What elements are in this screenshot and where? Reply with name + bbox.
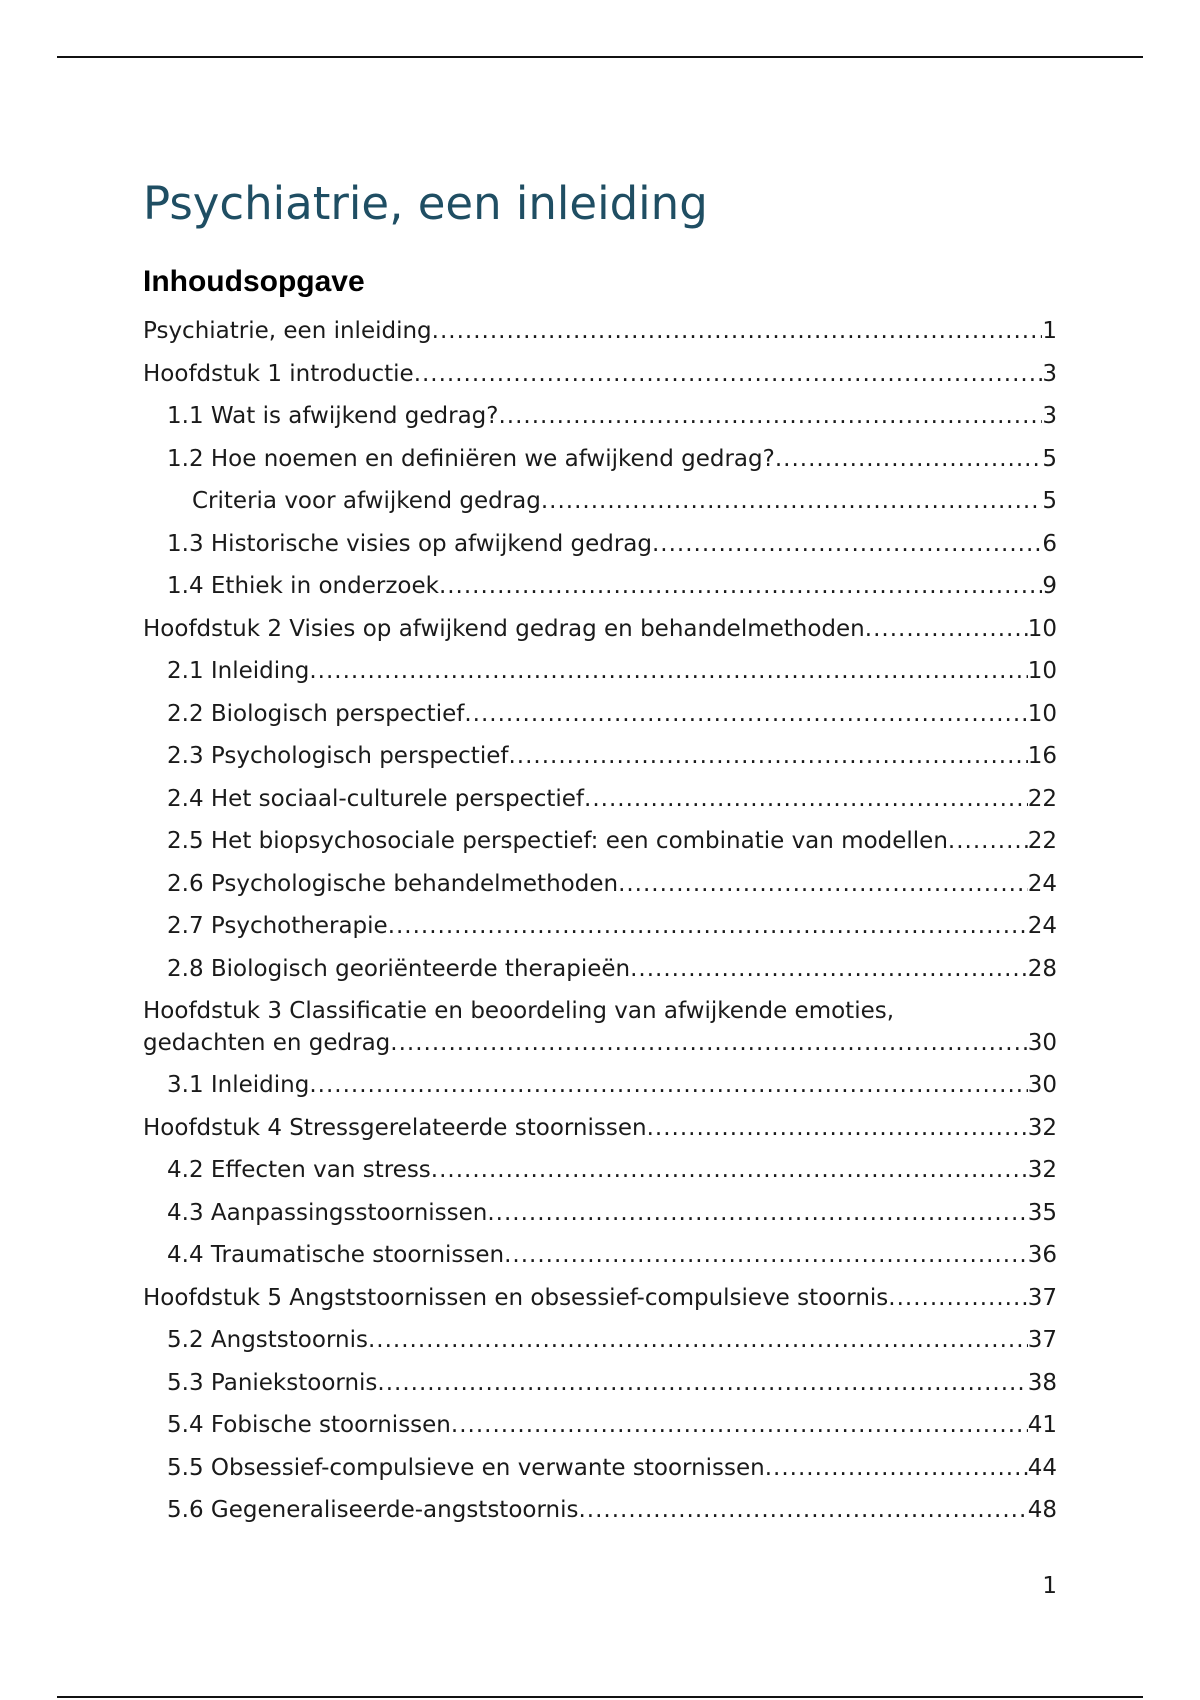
toc-entry-text-continued: gedachten en gedrag (143, 1030, 391, 1056)
table-of-contents (143, 310, 1057, 1532)
toc-leader-dots (464, 693, 1027, 736)
toc-leader-dots (888, 1277, 1027, 1320)
toc-entry[interactable] (143, 1277, 1057, 1320)
toc-entry[interactable] (143, 1489, 1057, 1532)
toc-entry[interactable] (143, 608, 1057, 651)
toc-entry-text: 1.3 Historische visies op afwijkend gedrag (167, 530, 652, 557)
toc-entry-page: 37 (1027, 1327, 1057, 1353)
toc-entry-page: 10 (1027, 615, 1057, 642)
toc-entry-text: 2.8 Biologisch georiënteerde therapieën (167, 955, 631, 982)
toc-entry[interactable] (143, 778, 1057, 821)
toc-leader-dots (504, 1234, 1028, 1277)
toc-entry-page: 44 (1027, 1454, 1057, 1481)
toc-entry-text: 2.7 Psychotherapie (167, 913, 388, 939)
toc-leader-dots (377, 1362, 1027, 1405)
toc-entry[interactable] (143, 1319, 1057, 1362)
toc-entry-page: 9 (1042, 573, 1057, 599)
toc-entry-page: 38 (1027, 1369, 1057, 1396)
toc-entry[interactable] (143, 1234, 1057, 1277)
toc-entry-text: Hoofdstuk 5 Angststoornissen en obsessief-compulsieve stoornis (143, 1284, 889, 1311)
toc-entry-page: 37 (1027, 1284, 1057, 1311)
toc-entry-page: 16 (1027, 743, 1057, 769)
toc-leader-dots (431, 1149, 1028, 1192)
toc-leader-dots (390, 1027, 1027, 1059)
toc-leader-dots (652, 523, 1042, 566)
page-number: 1 (1042, 1573, 1057, 1599)
toc-leader-dots (578, 1489, 1027, 1532)
toc-entry-text: Hoofdstuk 4 Stressgerelateerde stoornissen (143, 1114, 647, 1141)
toc-entry[interactable] (143, 310, 1057, 353)
bottom-rule (57, 1696, 1143, 1698)
toc-entry-page: 30 (1027, 1072, 1057, 1098)
toc-entry[interactable] (143, 1404, 1057, 1447)
toc-entry[interactable] (143, 395, 1057, 438)
toc-entry-text: 5.2 Angststoornis (167, 1327, 368, 1353)
toc-entry-page: 5 (1042, 445, 1057, 472)
toc-leader-dots (309, 650, 1027, 693)
toc-entry-text: 4.3 Aanpassingsstoornissen (167, 1199, 488, 1226)
toc-entry-text: 5.6 Gegeneraliseerde-angststoornis (167, 1497, 579, 1523)
toc-leader-dots (432, 310, 1043, 353)
toc-entry[interactable] (143, 820, 1057, 863)
toc-entry-page: 10 (1027, 658, 1057, 684)
toc-entry[interactable] (143, 480, 1057, 523)
toc-entry-page: 5 (1042, 488, 1057, 514)
toc-entry[interactable] (143, 1107, 1057, 1150)
toc-entry-page: 3 (1042, 403, 1057, 429)
toc-entry[interactable] (143, 523, 1057, 566)
toc-leader-dots (508, 735, 1027, 778)
toc-entry[interactable] (143, 1192, 1057, 1235)
toc-entry-text: 2.2 Biologisch perspectief (167, 700, 465, 727)
toc-entry[interactable] (143, 863, 1057, 906)
toc-leader-dots (309, 1064, 1027, 1107)
toc-entry-page: 36 (1027, 1242, 1057, 1268)
toc-leader-dots (584, 778, 1028, 821)
toc-entry-text: Hoofdstuk 3 Classificatie en beoordeling van afwijkende emoties, (143, 998, 895, 1024)
toc-leader-dots (865, 608, 1028, 651)
toc-entry-page: 6 (1042, 530, 1057, 557)
toc-entry[interactable] (143, 1447, 1057, 1490)
toc-entry-text: 1.1 Wat is afwijkend gedrag? (167, 403, 499, 429)
toc-entry-page: 22 (1027, 785, 1057, 812)
toc-entry[interactable] (143, 1064, 1057, 1107)
toc-entry-page: 41 (1027, 1412, 1057, 1438)
document-title: Psychiatrie, een inleiding (143, 177, 708, 230)
toc-leader-dots (439, 565, 1042, 608)
toc-entry[interactable] (143, 353, 1057, 396)
toc-entry-text: 2.3 Psychologisch perspectief (167, 743, 509, 769)
toc-entry-page: 22 (1027, 828, 1057, 854)
toc-entry-page: 10 (1027, 700, 1057, 727)
toc-entry-page: 24 (1027, 870, 1057, 897)
toc-leader-dots (647, 1107, 1028, 1150)
toc-entry[interactable] (143, 650, 1057, 693)
toc-entry[interactable] (143, 905, 1057, 948)
toc-entry-text: Hoofdstuk 2 Visies op afwijkend gedrag en behandelmethoden (143, 615, 865, 642)
toc-entry-text: 1.2 Hoe noemen en definiëren we afwijkend gedrag? (167, 445, 775, 472)
toc-entry-text: 5.5 Obsessief-compulsieve en verwante stoornissen (167, 1454, 765, 1481)
toc-entry-text: Hoofdstuk 1 introductie (143, 360, 414, 387)
toc-leader-dots (368, 1319, 1028, 1362)
toc-entry-page: 28 (1027, 955, 1057, 982)
toc-leader-dots (451, 1404, 1028, 1447)
toc-entry[interactable] (143, 1362, 1057, 1405)
toc-entry-page: 24 (1027, 913, 1057, 939)
toc-entry-text: 4.4 Traumatische stoornissen (167, 1242, 505, 1268)
toc-entry-text: 3.1 Inleiding (167, 1072, 310, 1098)
toc-entry-page: 48 (1027, 1497, 1057, 1523)
toc-entry-page: 30 (1027, 1030, 1057, 1056)
toc-entry-page: 3 (1042, 360, 1057, 387)
toc-entry[interactable] (143, 1149, 1057, 1192)
toc-entry-page: 32 (1027, 1157, 1057, 1183)
toc-leader-dots (765, 1447, 1028, 1490)
toc-leader-dots (775, 438, 1043, 481)
toc-entry-text: Psychiatrie, een inleiding (143, 318, 432, 344)
toc-entry-text: 5.4 Fobische stoornissen (167, 1412, 451, 1438)
toc-entry[interactable] (143, 693, 1057, 736)
toc-leader-dots (414, 353, 1043, 396)
toc-entry[interactable] (143, 565, 1057, 608)
toc-entry-text: 2.1 Inleiding (167, 658, 310, 684)
toc-leader-dots (541, 480, 1042, 523)
top-rule (57, 56, 1143, 58)
toc-leader-dots (618, 863, 1028, 906)
toc-entry-text: 5.3 Paniekstoornis (167, 1369, 378, 1396)
toc-entry-text: 2.6 Psychologische behandelmethoden (167, 870, 619, 897)
toc-entry[interactable] (143, 735, 1057, 778)
toc-leader-dots (948, 820, 1028, 863)
toc-entry-text: 4.2 Effecten van stress (167, 1157, 431, 1183)
toc-leader-dots (388, 905, 1028, 948)
toc-entry-text: 2.5 Het biopsychosociale perspectief: een combinatie van modellen (167, 828, 948, 854)
toc-entry-text: Criteria voor afwijkend gedrag (192, 488, 541, 514)
toc-entry-page: 35 (1027, 1199, 1057, 1226)
toc-leader-dots (630, 948, 1028, 991)
toc-entry-page: 1 (1042, 318, 1057, 344)
toc-heading: Inhoudsopgave (143, 265, 365, 298)
toc-leader-dots (499, 395, 1043, 438)
toc-entry-text: 2.4 Het sociaal-culturele perspectief (167, 785, 585, 812)
toc-entry[interactable] (143, 990, 1057, 1064)
toc-entry-page: 32 (1027, 1114, 1057, 1141)
toc-entry[interactable] (143, 438, 1057, 481)
toc-entry[interactable] (143, 948, 1057, 991)
toc-leader-dots (487, 1192, 1027, 1235)
toc-entry-text: 1.4 Ethiek in onderzoek (167, 573, 439, 599)
